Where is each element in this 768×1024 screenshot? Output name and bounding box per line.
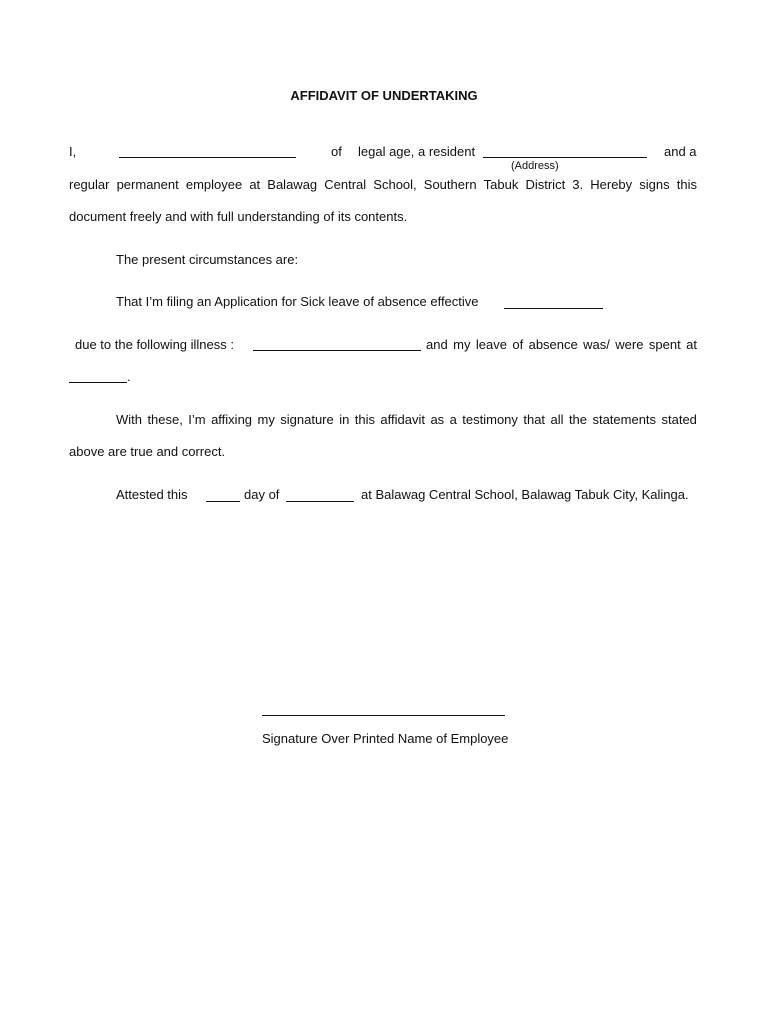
illness-prefix: due to the following illness :: [75, 337, 234, 352]
paragraph-line-2: regular permanent employee at Balawag Central School, Southern Tabuk District 3. Hereby signs this: [69, 177, 697, 192]
testimony-line-2: above are true and correct.: [69, 444, 226, 459]
address-blank[interactable]: [483, 157, 647, 158]
text-of: of: [331, 144, 342, 159]
attested-day-of: day of: [244, 487, 280, 502]
circumstances-text: The present circumstances are:: [116, 252, 299, 267]
testimony-line-1: With these, I’m affixing my signature in this affidavit as a testimony that all the statements stated: [116, 412, 697, 427]
name-blank[interactable]: [119, 157, 296, 158]
month-blank[interactable]: [286, 501, 354, 502]
attested-location: at Balawag Central School, Balawag Tabuk City, Kalinga.: [361, 487, 689, 502]
text-and-a: and a: [664, 144, 697, 159]
text-i: I,: [69, 144, 77, 159]
day-blank[interactable]: [206, 501, 240, 502]
document-title: AFFIDAVIT OF UNDERTAKING: [290, 88, 478, 103]
filing-text: That I’m filing an Application for Sick leave of absence effective: [116, 294, 479, 309]
paragraph-line-3: document freely and with full understanding of its contents.: [69, 209, 408, 224]
attested-prefix: Attested this: [116, 487, 188, 502]
spent-at-blank[interactable]: [69, 382, 127, 383]
illness-suffix: and my leave of absence was/ were spent at: [426, 337, 697, 352]
address-caption: (Address): [511, 160, 559, 172]
effective-date-blank[interactable]: [504, 308, 603, 309]
text-legal-age: legal age, a resident: [358, 144, 476, 159]
spent-at-period: .: [127, 369, 131, 384]
signature-line[interactable]: [262, 715, 505, 716]
illness-blank[interactable]: [253, 350, 421, 351]
signature-caption: Signature Over Printed Name of Employee: [262, 731, 509, 746]
